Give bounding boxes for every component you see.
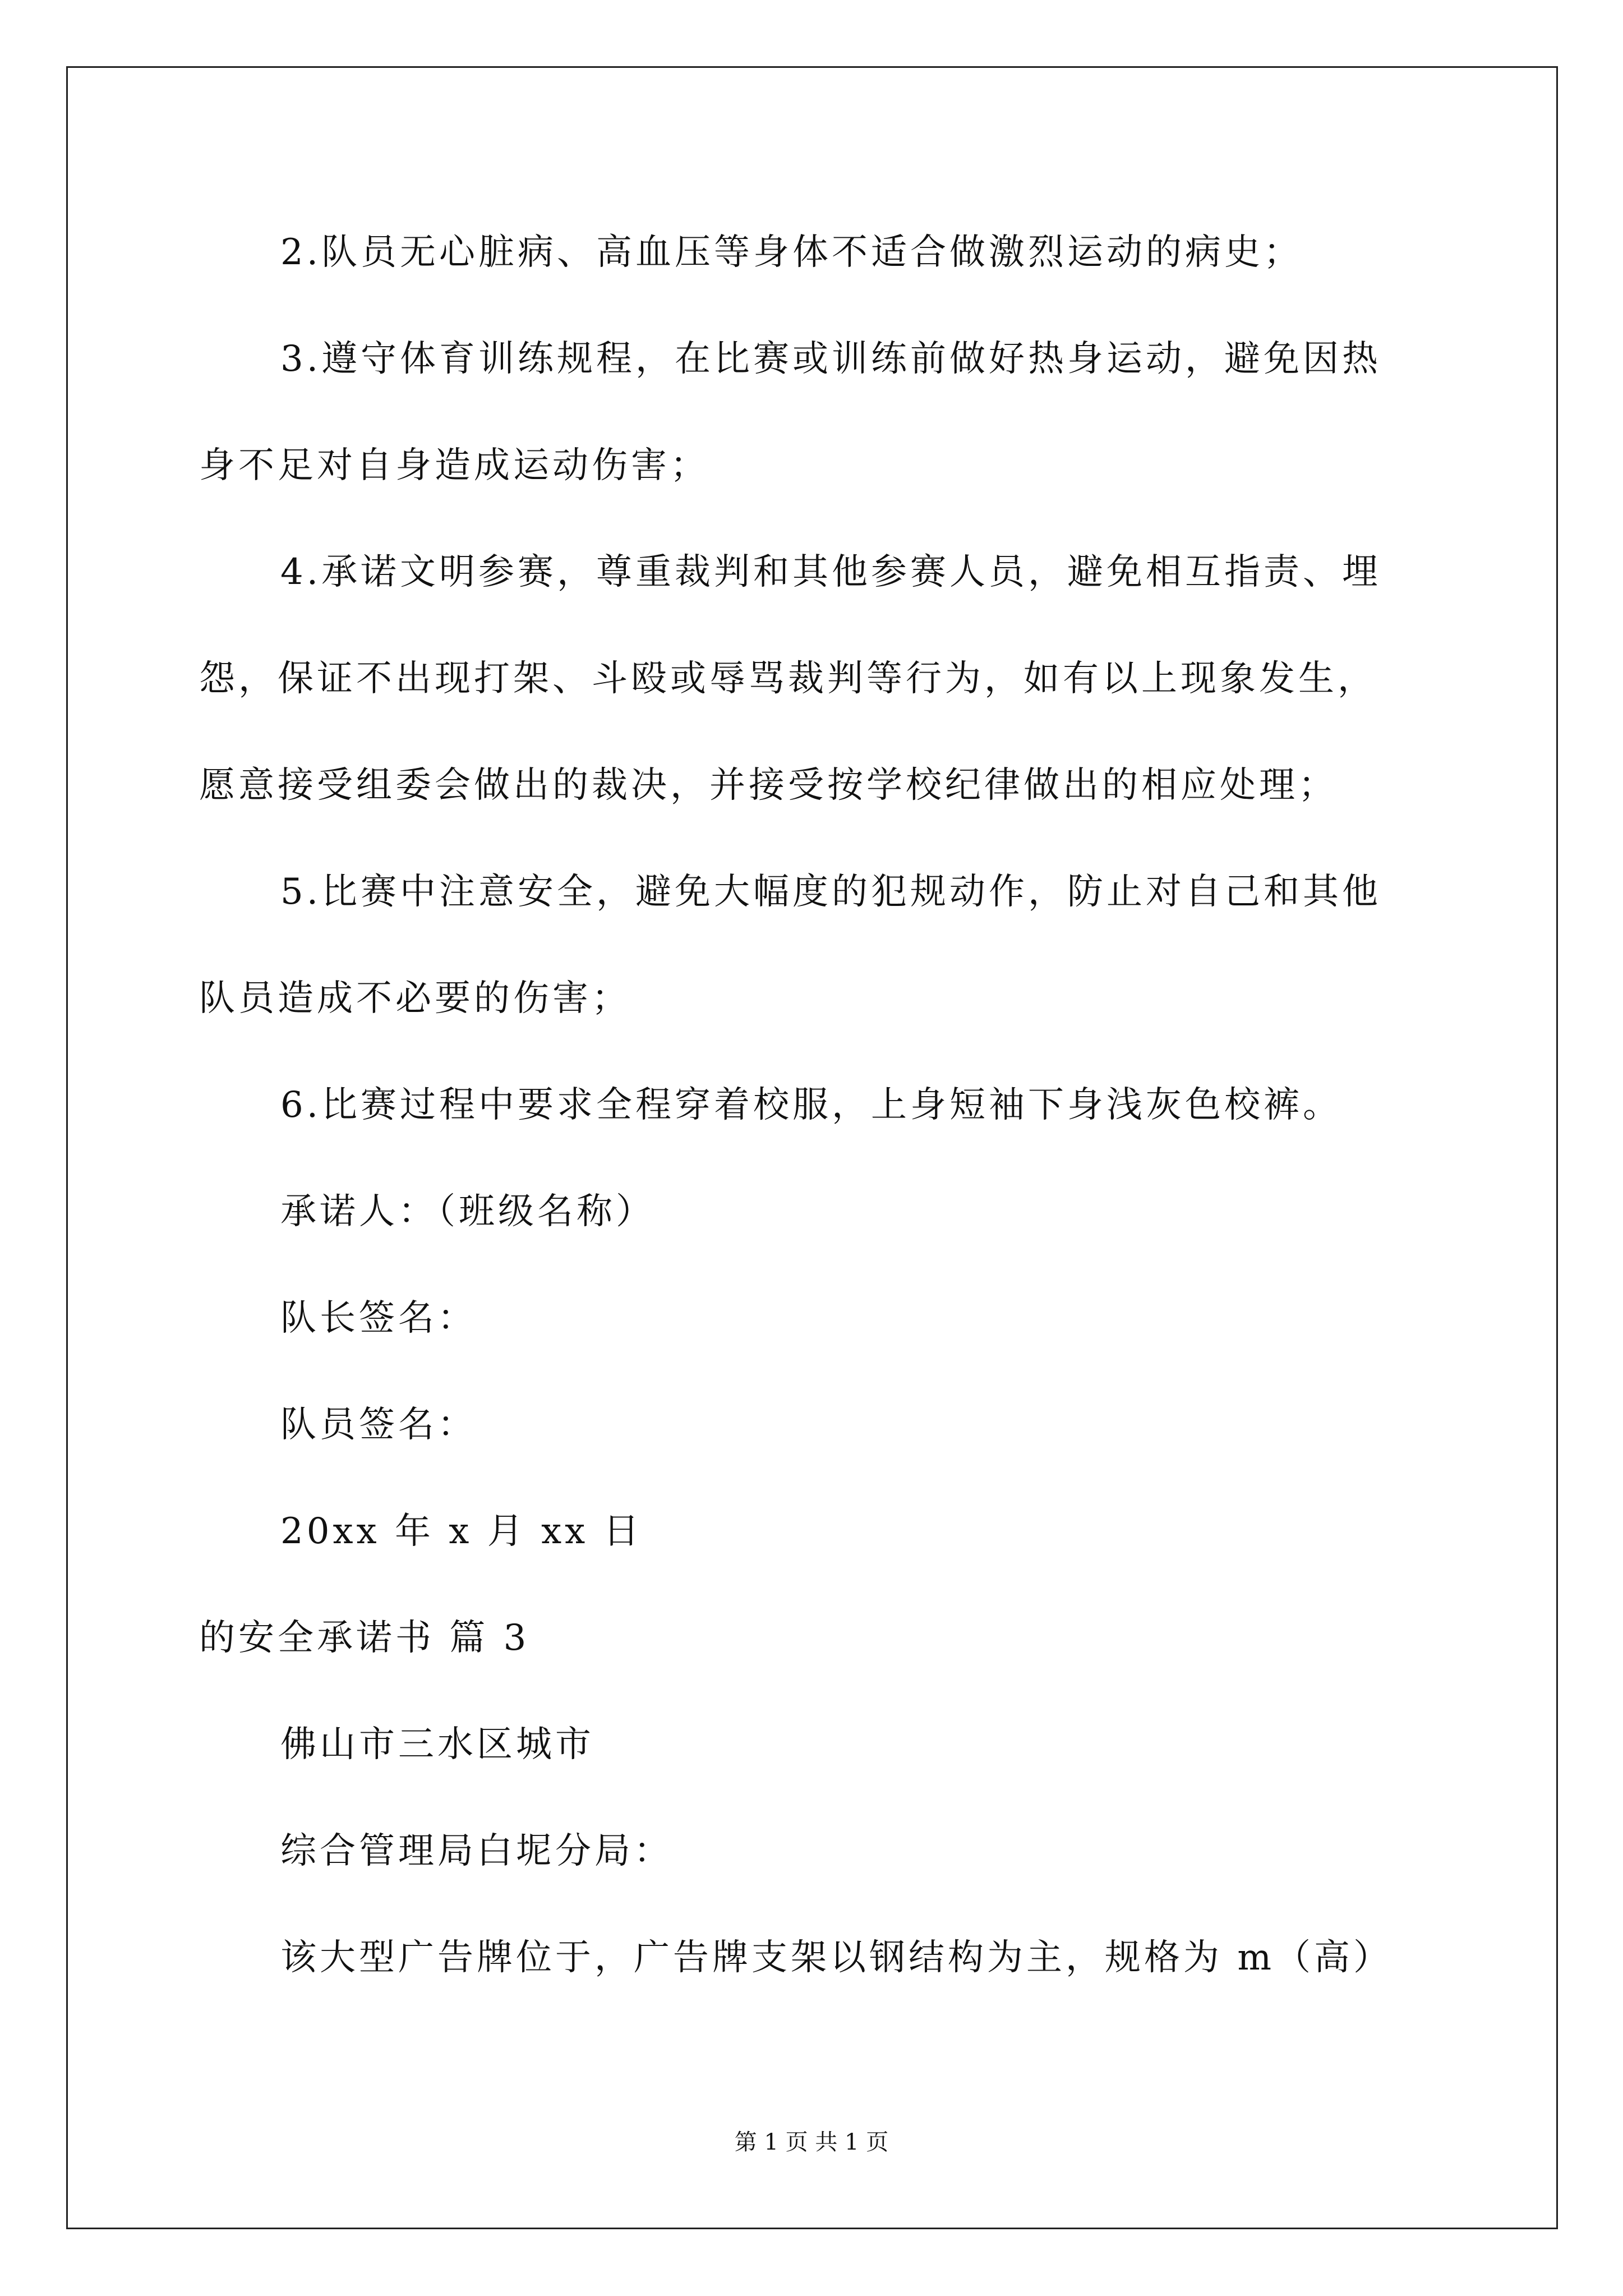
paragraph-line: 队员造成不必要的伤害；	[199, 978, 631, 1019]
recipient-line: 佛山市三水区城市	[280, 1724, 594, 1765]
member-signature-label: 队员签名：	[280, 1404, 477, 1446]
paragraph-line: 6.比赛过程中要求全程穿着校服，上身短袖下身浅灰色校裤。	[280, 1084, 1343, 1126]
captain-signature-label: 队长签名：	[280, 1297, 477, 1339]
promisor-label: 承诺人：（班级名称）	[280, 1191, 655, 1232]
paragraph-line: 5.比赛中注意安全，避免大幅度的犯规动作，防止对自己和其他	[280, 871, 1382, 913]
paragraph-line: 怨，保证不出现打架、斗殴或辱骂裁判等行为，如有以上现象发生，	[199, 658, 1377, 700]
paragraph-line: 愿意接受组委会做出的裁决，并接受按学校纪律做出的相应处理；	[199, 765, 1338, 806]
paragraph-line: 该大型广告牌位于，广告牌支架以钢结构为主，规格为 m（高）	[280, 1937, 1393, 1978]
date-line: 20xx 年 x 月 xx 日	[280, 1511, 643, 1552]
paragraph-line: 2.队员无心脏病、高血压等身体不适合做激烈运动的病史；	[280, 232, 1303, 273]
page-border	[66, 66, 1558, 2229]
paragraph-line: 身不足对自身造成运动伤害；	[199, 445, 709, 486]
paragraph-line: 4.承诺文明参赛，尊重裁判和其他参赛人员，避免相互指责、埋	[280, 551, 1382, 593]
recipient-line: 综合管理局白坭分局：	[280, 1830, 673, 1872]
paragraph-line: 3.遵守体育训练规程，在比赛或训练前做好热身运动，避免因热	[280, 338, 1382, 380]
section-heading: 的安全承诺书 篇 3	[199, 1617, 530, 1659]
page-footer: 第 1 页 共 1 页	[734, 2129, 889, 2155]
